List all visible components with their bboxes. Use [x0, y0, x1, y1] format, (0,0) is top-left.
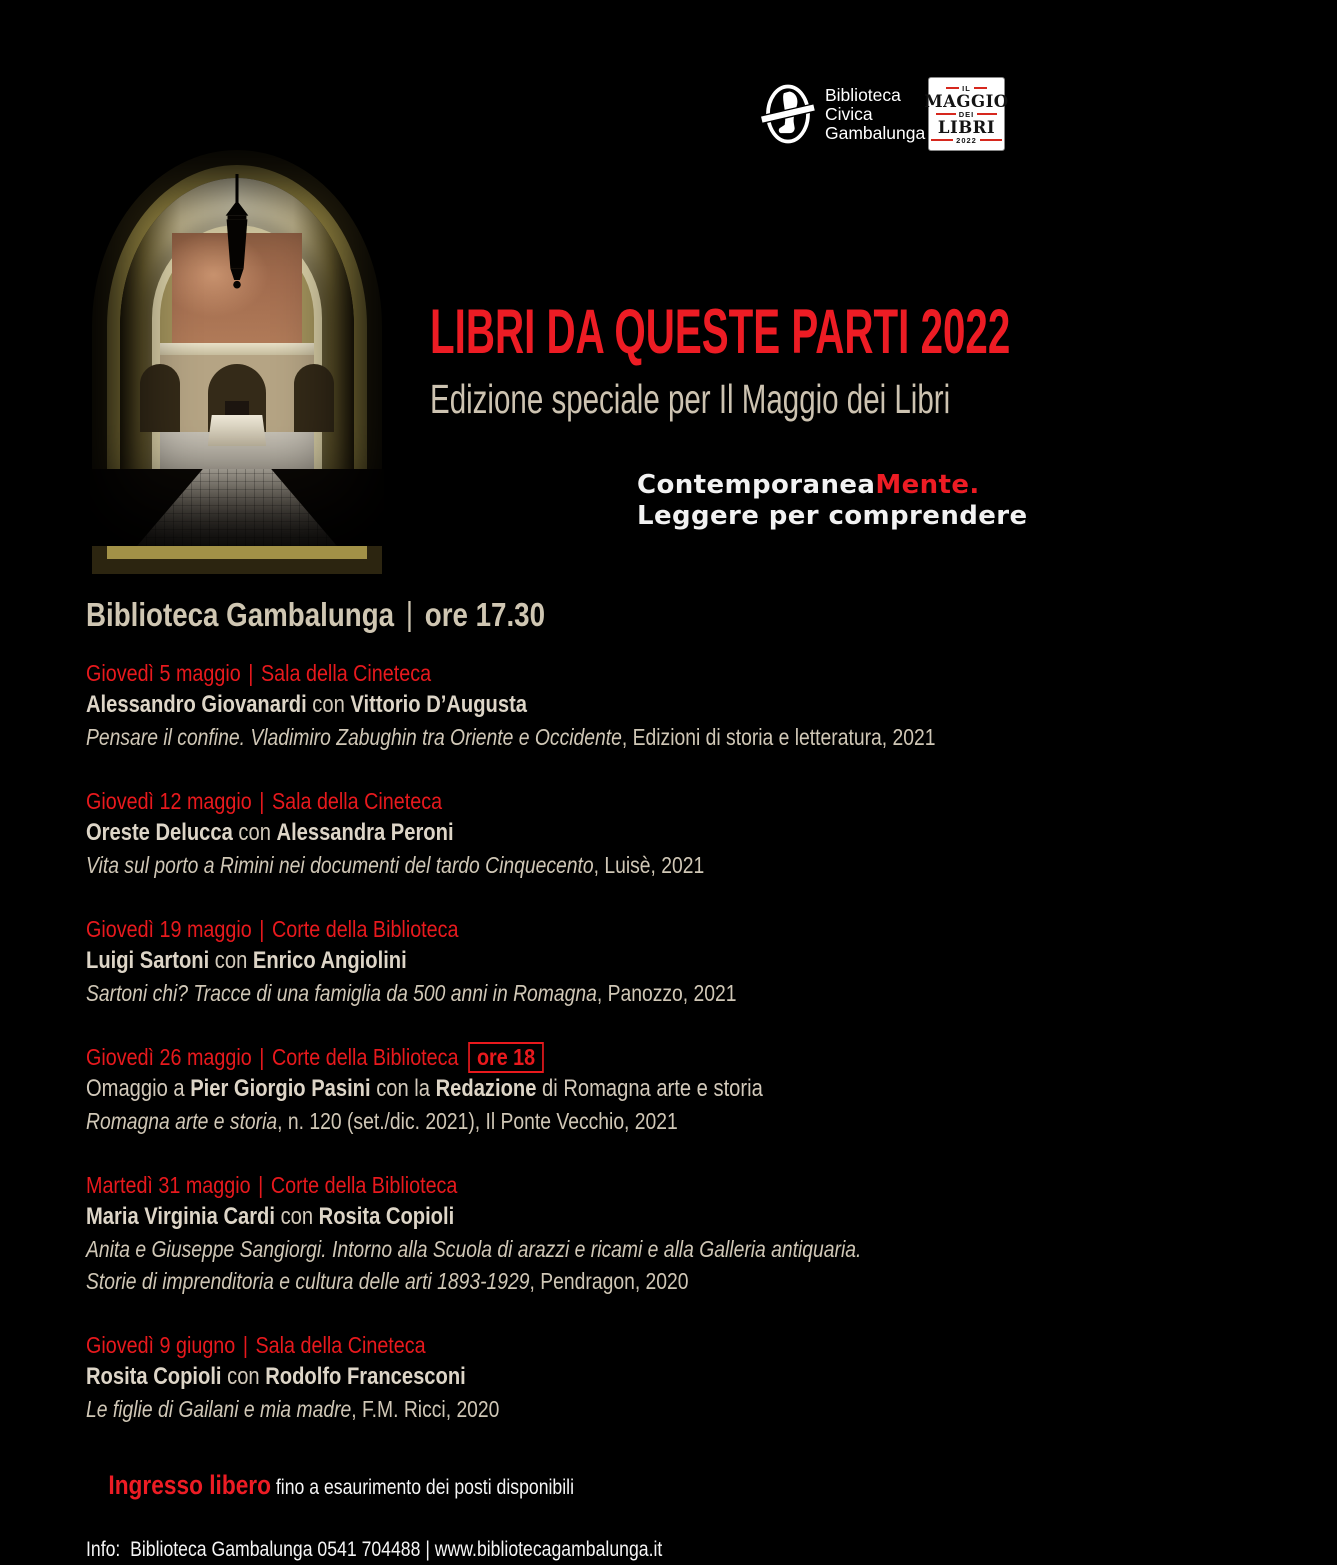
event-book-line: Sartoni chi? Tracce di una famiglia da 500 anni in Romagna, Panozzo, 2021 [86, 980, 737, 1006]
event-date: Giovedì 9 giugno [86, 1332, 236, 1358]
event-speakers: Oreste Delucca con Alessandra Peroni [86, 819, 454, 846]
event-date-line [86, 1041, 909, 1073]
entablature-shape [160, 343, 314, 355]
event-speakers: Maria Virginia Cardi con Rosita Copioli [86, 1203, 455, 1230]
heading-place: Biblioteca Gambalunga [86, 596, 395, 633]
event-item [86, 1041, 1066, 1137]
red-rule [977, 113, 997, 115]
event-venue: Corte della Biblioteca [271, 916, 459, 942]
event-separator: | [259, 788, 265, 814]
event-speakers: Rosita Copioli con Rodolfo Francesconi [86, 1363, 466, 1390]
maggio-logo-libri: LIBRI [937, 117, 996, 137]
event-venue: Sala della Cineteca [255, 1332, 426, 1358]
maggio-logo-year: 2022 [956, 135, 977, 145]
poster-title: LIBRI DA QUESTE PARTI 2022 [430, 297, 1011, 367]
event-date-line [86, 785, 909, 817]
event-date: Martedì 31 maggio [86, 1172, 251, 1198]
free-entry-label: Ingresso libero [108, 1470, 271, 1500]
poster-subtitle: Edizione speciale per Il Maggio dei Libri [430, 376, 951, 422]
red-rule [974, 87, 987, 89]
event-item [86, 913, 1066, 1009]
event-book-line: Storie di imprenditoria e cultura delle arti 1893-1929, Pendragon, 2020 [86, 1268, 689, 1294]
event-book [86, 849, 1066, 881]
library-name [825, 86, 925, 143]
event-book [86, 977, 1066, 1009]
maggio-logo-maggio: MAGGIO [924, 91, 1009, 111]
free-entry-rest: fino a esaurimento dei posti disponibili [270, 1476, 575, 1499]
event-book-line: Vita sul porto a Rimini nei documenti del tardo Cinquecento, Luisè, 2021 [86, 852, 705, 878]
event-separator: | [242, 1332, 248, 1358]
event-date-line [86, 1169, 909, 1201]
footer-info-line: Info: Biblioteca Gambalunga 0541 704488 | www.bibliotecagambalunga.it [86, 1538, 663, 1561]
event-separator: | [248, 660, 254, 686]
heading-time: ore 17.30 [424, 596, 546, 633]
event-separator: | [259, 916, 265, 942]
foreground-floor-shape [90, 469, 384, 546]
event-item [86, 657, 1066, 753]
event-venue: Sala della Cineteca [260, 660, 432, 686]
event-item [86, 1329, 1066, 1425]
event-venue: Sala della Cineteca [271, 788, 443, 814]
maggio-dei-libri-logo [924, 78, 1009, 150]
library-name-line: Civica [825, 103, 873, 124]
events-list [86, 657, 1066, 1457]
gambalunga-logo-icon [763, 80, 813, 148]
arch-shape [120, 178, 354, 546]
event-venue: Corte della Biblioteca [270, 1172, 458, 1198]
claim-part-white: Contemporanea [637, 470, 876, 500]
claim-part-red: Mente. [875, 470, 980, 500]
red-rule [980, 139, 1002, 141]
maggio-logo-dei: DEI [958, 109, 975, 119]
event-separator: | [259, 1044, 265, 1070]
event-date: Giovedì 5 maggio [86, 660, 241, 686]
event-book-line: Le figlie di Gailani e mia madre, F.M. Ricci, 2020 [86, 1396, 500, 1422]
red-rule [936, 113, 956, 115]
event-time-badge: ore 18 [469, 1042, 544, 1073]
event-speakers: Luigi Sartoni con Enrico Angiolini [86, 947, 407, 974]
library-brand [763, 80, 925, 148]
library-name-line: Gambalunga [825, 122, 926, 143]
event-date: Giovedì 26 maggio [86, 1044, 252, 1070]
event-date: Giovedì 12 maggio [86, 788, 252, 814]
event-book-line: Pensare il confine. Vladimiro Zabughin tra Oriente e Occidente, Edizioni di storia e letteratura, 2021 [86, 724, 936, 750]
red-rule [946, 87, 959, 89]
event-venue: Corte della Biblioteca [271, 1044, 459, 1070]
maggio-logo-il: IL [962, 83, 971, 93]
section-heading [86, 596, 545, 634]
heading-separator: | [405, 595, 414, 632]
event-book [86, 1233, 1066, 1297]
event-date-line [86, 1329, 909, 1361]
event-speakers: Alessandro Giovanardi con Vittorio D’Augusta [86, 691, 528, 718]
event-book [86, 1393, 1066, 1425]
courtyard-photo [78, 140, 396, 546]
event-date-line [86, 913, 909, 945]
footer [86, 1440, 772, 1565]
well-shape [208, 415, 267, 446]
lantern-icon [209, 174, 266, 306]
event-separator: | [258, 1172, 264, 1198]
event-book [86, 721, 1066, 753]
claim-line2: Leggere per comprendere [637, 501, 1028, 531]
event-speakers: Omaggio a Pier Giorgio Pasini con la Redazione di Romagna arte e storia [86, 1075, 763, 1102]
event-item [86, 785, 1066, 881]
event-item [86, 1169, 1066, 1297]
campaign-claim [637, 470, 1028, 532]
event-book-line: Romagna arte e storia, n. 120 (set./dic. 2021), Il Ponte Vecchio, 2021 [86, 1108, 678, 1134]
title-block [430, 297, 1337, 422]
event-book-line: Anita e Giuseppe Sangiorgi. Intorno alla Scuola di arazzi e ricami e alla Galleria antiquaria. [86, 1236, 862, 1262]
library-name-line: Biblioteca [825, 84, 901, 105]
red-rule [931, 139, 953, 141]
event-date: Giovedì 19 maggio [86, 916, 252, 942]
event-date-line [86, 657, 909, 689]
event-book [86, 1105, 1066, 1137]
